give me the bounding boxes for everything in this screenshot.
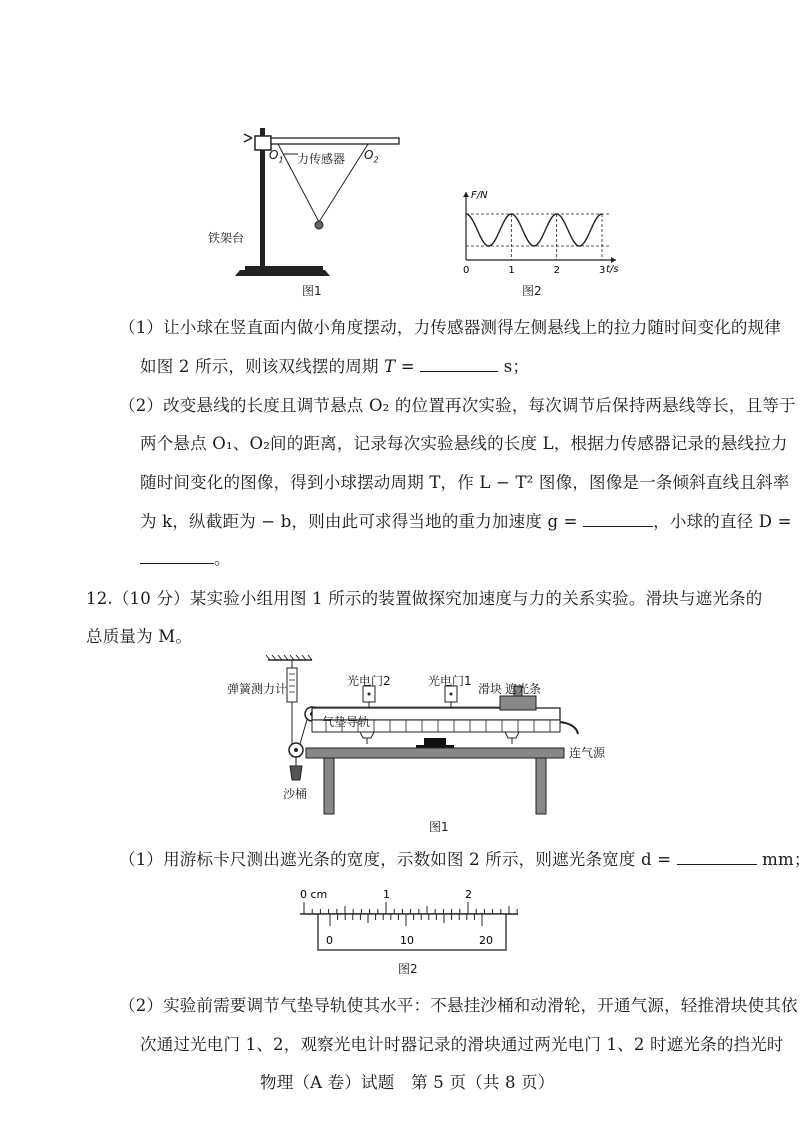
- main-label-1: 1: [383, 888, 390, 901]
- label-light-strip: 遮光条: [505, 682, 542, 696]
- q11-part1-line2: 如图 2 所示，则该双线摆的周期 T = s；: [140, 357, 530, 376]
- page-footer: 物理（A 卷）试题 第 5 页（共 8 页）: [260, 1073, 555, 1092]
- y-axis-arrow: [463, 192, 469, 197]
- label-iron-stand: 铁架台: [208, 231, 245, 245]
- q12-part2-line2: 次通过光电门 1、2，观察光电计时器记录的滑块通过两光电门 1、2 时遮光条的挡光时: [140, 1035, 784, 1054]
- main-label-0: 0 cm: [300, 888, 328, 901]
- label-spring-scale: 弹簧测力计: [227, 682, 288, 696]
- answer-blank-diameter[interactable]: [140, 562, 214, 564]
- answer-blank-g[interactable]: [583, 525, 653, 527]
- figure1-caption: 图1: [302, 284, 322, 298]
- x-tick-label: 3: [599, 265, 606, 276]
- q11-part2-line3: 随时间变化的图像，得到小球摆动周期 T，作 L − T² 图像，图像是一条倾斜直线且斜率: [140, 473, 790, 492]
- q12-part2-line1: （2）实验前需要调节气垫导轨使其水平：不悬挂沙桶和动滑轮，开通气源，轻推滑块使其依: [119, 996, 798, 1015]
- horizontal-bar: [271, 138, 399, 144]
- vernier-caliper-figure: [290, 884, 530, 956]
- q11-part2-line4: 为 k，纵截距为 − b，则由此可求得当地的重力加速度 g = ，小球的直径 D =: [140, 512, 792, 531]
- vernier-label-0: 0: [326, 934, 333, 947]
- x-tick-label: 2: [553, 265, 561, 276]
- x-tick-label: 0: [463, 265, 470, 276]
- q11-part2-line2: 两个悬点 O₁、O₂间的距离，记录每次实验悬线的长度 L，根据力传感器记录的悬线拉力: [140, 434, 788, 453]
- main-label-2: 2: [465, 888, 472, 901]
- vernier-label-20: 20: [479, 934, 493, 947]
- answer-blank-width[interactable]: [677, 863, 757, 865]
- label-o2: $O_2$: [364, 148, 379, 165]
- air-track-figure: [220, 652, 600, 822]
- q12-line1: 12.（10 分）某实验小组用图 1 所示的装置做探究加速度与力的关系实验。滑块与遮光条的: [86, 589, 763, 608]
- table-top: [306, 748, 564, 758]
- label-o1: $O_1$: [269, 148, 284, 165]
- q11-part2-line5: 。: [140, 549, 231, 569]
- q12-part1-line: （1）用游标卡尺测出遮光条的宽度，示数如图 2 所示，则遮光条宽度 d = mm；: [119, 850, 811, 869]
- slider-block: [500, 696, 536, 710]
- answer-blank-period[interactable]: [420, 370, 498, 372]
- q12-figure1-caption: 图1: [429, 820, 449, 834]
- pendulum-ball: [315, 221, 323, 229]
- force-time-chart: [452, 186, 622, 281]
- y-axis-label: F/N: [471, 190, 488, 201]
- x-axis-arrow: [611, 257, 616, 263]
- label-air-track: 气垫导轨: [322, 715, 371, 729]
- figure2-caption: 图2: [522, 284, 542, 298]
- x-tick-label: 1: [508, 265, 515, 276]
- q11-part1-line1: （1）让小球在竖直面内做小角度摆动，力传感器测得左侧悬线上的拉力随时间变化的规律: [119, 318, 781, 337]
- label-photogate-1: 光电门1: [428, 674, 472, 688]
- label-sand-bucket: 沙桶: [283, 787, 308, 801]
- label-air-source: 连气源: [569, 746, 606, 760]
- q11-part2-line1: （2）改变悬线的长度且调节悬点 O₂ 的位置再次实验，每次调节后保持两悬线等长，且等于: [119, 396, 796, 415]
- force-series-line: [466, 214, 602, 246]
- label-photogate-2: 光电门2: [347, 674, 391, 688]
- sand-bucket: [290, 766, 302, 780]
- pendulum-figure: [200, 118, 420, 288]
- q12-figure2-caption: 图2: [398, 962, 418, 976]
- q12-line2: 总质量为 M。: [86, 627, 193, 646]
- label-sensor: 力传感器: [297, 152, 346, 166]
- vernier-label-10: 10: [400, 934, 414, 947]
- x-axis-label: t/s: [606, 264, 619, 275]
- spring-scale: [287, 668, 297, 702]
- stand-base: [235, 270, 330, 276]
- label-slider: 滑块: [478, 682, 503, 696]
